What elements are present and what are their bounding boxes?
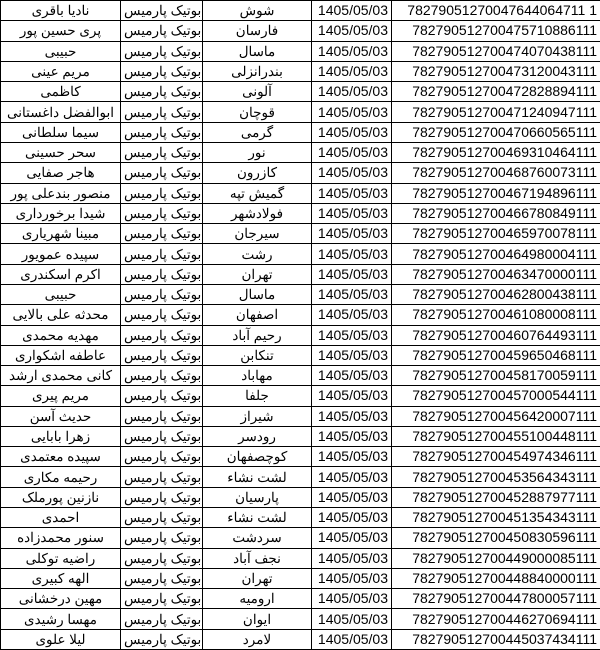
city-cell: تهران [203, 568, 312, 588]
date-cell: 1405/05/03 [312, 447, 392, 467]
tracking-code-cell: 782790512700453564343111 [392, 467, 600, 487]
city-cell: پارسیان [203, 487, 312, 507]
store-name-cell: بوتیک پارمیس [121, 61, 203, 81]
table-row [1, 82, 600, 102]
city-cell: قوچان [203, 102, 312, 122]
recipient-name-cell: حدیث آسن [1, 406, 121, 426]
tracking-code-cell: 782790512700465970078111 [392, 224, 600, 244]
city-cell: سیرجان [203, 224, 312, 244]
recipient-name-cell: مهسا رشیدی [1, 609, 121, 629]
table-row [1, 426, 600, 446]
tracking-code-cell: 782790512700474070438111 [392, 41, 600, 61]
store-name-cell: بوتیک پارمیس [121, 386, 203, 406]
tracking-code-cell: 782790512700462800438111 [392, 284, 600, 304]
table-row [1, 183, 600, 203]
city-cell: سردشت [203, 528, 312, 548]
recipient-name-cell: ابوالفضل داغستانی [1, 102, 121, 122]
recipient-name-cell: سیما سلطانی [1, 122, 121, 142]
table-row [1, 284, 600, 304]
recipient-name-cell: شیدا برخورداری [1, 203, 121, 223]
date-cell: 1405/05/03 [312, 406, 392, 426]
tracking-code-cell: 782790512700459650468111 [392, 345, 600, 365]
recipient-name-cell: رحیمه مکاری [1, 467, 121, 487]
tracking-code-cell: 782790512700464980004111 [392, 244, 600, 264]
city-cell: لشت نشاء [203, 508, 312, 528]
date-cell: 1405/05/03 [312, 61, 392, 81]
date-cell: 1405/05/03 [312, 142, 392, 162]
city-cell: کازرون [203, 163, 312, 183]
city-cell: لشت نشاء [203, 467, 312, 487]
recipient-name-cell: لیلا علوی [1, 629, 121, 649]
city-cell: گمیش تپه [203, 183, 312, 203]
tracking-code-cell: 782790512700463470000111 [392, 264, 600, 284]
store-name-cell: بوتیک پارمیس [121, 41, 203, 61]
city-cell: آلونی [203, 82, 312, 102]
table-row [1, 447, 600, 467]
store-name-cell: بوتیک پارمیس [121, 406, 203, 426]
date-cell: 1405/05/03 [312, 122, 392, 142]
date-cell: 1405/05/03 [312, 609, 392, 629]
tracking-code-cell: 782790512700469310464111 [392, 142, 600, 162]
table-row [1, 264, 600, 284]
store-name-cell: بوتیک پارمیس [121, 366, 203, 386]
tracking-code-cell: 782790512700467194896111 [392, 183, 600, 203]
city-cell: ارومیه [203, 589, 312, 609]
shipment-table-body [1, 1, 600, 650]
tracking-code-cell: 782790512700472828894111 [392, 82, 600, 102]
recipient-name-cell: مهدیه محمدی [1, 325, 121, 345]
table-row [1, 21, 600, 41]
date-cell: 1405/05/03 [312, 426, 392, 446]
city-cell: ایوان [203, 609, 312, 629]
tracking-code-cell: 782790512700450830596111 [392, 528, 600, 548]
recipient-name-cell: سحر حسینی [1, 142, 121, 162]
tracking-code-cell: 782790512700449000085111 [392, 548, 600, 568]
recipient-name-cell: اکرم اسکندری [1, 264, 121, 284]
recipient-name-cell: مهین درخشانی [1, 589, 121, 609]
store-name-cell: بوتیک پارمیس [121, 345, 203, 365]
table-row [1, 345, 600, 365]
table-row [1, 528, 600, 548]
recipient-name-cell: راضیه توکلی [1, 548, 121, 568]
table-row [1, 224, 600, 244]
date-cell: 1405/05/03 [312, 386, 392, 406]
store-name-cell: بوتیک پارمیس [121, 183, 203, 203]
store-name-cell: بوتیک پارمیس [121, 325, 203, 345]
date-cell: 1405/05/03 [312, 629, 392, 649]
city-cell: شوش [203, 1, 312, 21]
recipient-name-cell: کانی محمدی ارشد [1, 366, 121, 386]
date-cell: 1405/05/03 [312, 589, 392, 609]
table-row [1, 548, 600, 568]
recipient-name-cell: هاجر صفایی [1, 163, 121, 183]
date-cell: 1405/05/03 [312, 21, 392, 41]
recipient-name-cell: احمدی [1, 508, 121, 528]
tracking-code-cell: 782790512700457000544111 [392, 386, 600, 406]
recipient-name-cell: سپیده معتمدی [1, 447, 121, 467]
city-cell: کوچصفهان [203, 447, 312, 467]
tracking-code-cell: 782790512700445037434111 [392, 629, 600, 649]
tracking-code-cell: 782790512700468760073111 [392, 163, 600, 183]
recipient-name-cell: کاظمی [1, 82, 121, 102]
store-name-cell: بوتیک پارمیس [121, 284, 203, 304]
table-row [1, 305, 600, 325]
table-row [1, 122, 600, 142]
tracking-code-cell: 782790512700471240947111 [392, 102, 600, 122]
store-name-cell: بوتیک پارمیس [121, 244, 203, 264]
table-row [1, 406, 600, 426]
store-name-cell: بوتیک پارمیس [121, 1, 203, 21]
recipient-name-cell: حبیبی [1, 41, 121, 61]
table-row [1, 568, 600, 588]
tracking-code-cell: 782790512700446270694111 [392, 609, 600, 629]
table-row [1, 41, 600, 61]
store-name-cell: بوتیک پارمیس [121, 102, 203, 122]
date-cell: 1405/05/03 [312, 41, 392, 61]
store-name-cell: بوتیک پارمیس [121, 487, 203, 507]
recipient-name-cell: عاطفه اشکواری [1, 345, 121, 365]
date-cell: 1405/05/03 [312, 325, 392, 345]
tracking-code-cell: 782790512700454974346111 [392, 447, 600, 467]
table-row [1, 609, 600, 629]
date-cell: 1405/05/03 [312, 528, 392, 548]
store-name-cell: بوتیک پارمیس [121, 142, 203, 162]
date-cell: 1405/05/03 [312, 467, 392, 487]
table-row [1, 386, 600, 406]
tracking-code-cell: 782790512700475710886111 [392, 21, 600, 41]
store-name-cell: بوتیک پارمیس [121, 528, 203, 548]
date-cell: 1405/05/03 [312, 183, 392, 203]
recipient-name-cell: زهرا بابایی [1, 426, 121, 446]
recipient-name-cell: نازنین پورملک [1, 487, 121, 507]
store-name-cell: بوتیک پارمیس [121, 568, 203, 588]
date-cell: 1405/05/03 [312, 102, 392, 122]
store-name-cell: بوتیک پارمیس [121, 426, 203, 446]
city-cell: رودسر [203, 426, 312, 446]
recipient-name-cell: محدثه علی بالایی [1, 305, 121, 325]
recipient-name-cell: مبینا شهریاری [1, 224, 121, 244]
city-cell: تنکابن [203, 345, 312, 365]
recipient-name-cell: سپیده عمویور [1, 244, 121, 264]
tracking-code-cell: 782790512700452887977111 [392, 487, 600, 507]
tracking-code-cell: 782790512700460764493111 [392, 325, 600, 345]
city-cell: رشت [203, 244, 312, 264]
table-row [1, 1, 600, 21]
table-row [1, 244, 600, 264]
table-row [1, 102, 600, 122]
tracking-code-cell: 782790512700448840000111 [392, 568, 600, 588]
date-cell: 1405/05/03 [312, 163, 392, 183]
store-name-cell: بوتیک پارمیس [121, 21, 203, 41]
recipient-name-cell: حبیبی [1, 284, 121, 304]
table-row [1, 142, 600, 162]
date-cell: 1405/05/03 [312, 548, 392, 568]
table-row [1, 203, 600, 223]
date-cell: 1405/05/03 [312, 82, 392, 102]
tracking-code-cell: 782790512700451354343111 [392, 508, 600, 528]
date-cell: 1405/05/03 [312, 345, 392, 365]
date-cell: 1405/05/03 [312, 568, 392, 588]
table-row [1, 508, 600, 528]
recipient-name-cell: مریم پیری [1, 386, 121, 406]
tracking-code-cell: 782790512700461080008111 [392, 305, 600, 325]
store-name-cell: بوتیک پارمیس [121, 224, 203, 244]
date-cell: 1405/05/03 [312, 1, 392, 21]
store-name-cell: بوتیک پارمیس [121, 589, 203, 609]
city-cell: نور [203, 142, 312, 162]
store-name-cell: بوتیک پارمیس [121, 629, 203, 649]
date-cell: 1405/05/03 [312, 284, 392, 304]
city-cell: مهاباد [203, 366, 312, 386]
city-cell: لامرد [203, 629, 312, 649]
store-name-cell: بوتیک پارمیس [121, 82, 203, 102]
tracking-code-cell: 782790512700455100448111 [392, 426, 600, 446]
store-name-cell: بوتیک پارمیس [121, 447, 203, 467]
store-name-cell: بوتیک پارمیس [121, 163, 203, 183]
recipient-name-cell: الهه کبیری [1, 568, 121, 588]
table-row [1, 366, 600, 386]
tracking-code-cell: 782790512700447800057111 [392, 589, 600, 609]
tracking-code-cell: 782790512700456420007111 [392, 406, 600, 426]
city-cell: نجف آباد [203, 548, 312, 568]
store-name-cell: بوتیک پارمیس [121, 467, 203, 487]
tracking-code-cell: 78279051270047644064711 1 [392, 1, 600, 21]
table-row [1, 487, 600, 507]
store-name-cell: بوتیک پارمیس [121, 508, 203, 528]
date-cell: 1405/05/03 [312, 224, 392, 244]
table-row [1, 467, 600, 487]
city-cell: رحیم آباد [203, 325, 312, 345]
city-cell: شیراز [203, 406, 312, 426]
city-cell: ماسال [203, 41, 312, 61]
city-cell: ماسال [203, 284, 312, 304]
recipient-name-cell: مریم عینی [1, 61, 121, 81]
store-name-cell: بوتیک پارمیس [121, 548, 203, 568]
date-cell: 1405/05/03 [312, 487, 392, 507]
tracking-code-cell: 782790512700473120043111 [392, 61, 600, 81]
city-cell: تهران [203, 264, 312, 284]
store-name-cell: بوتیک پارمیس [121, 305, 203, 325]
date-cell: 1405/05/03 [312, 264, 392, 284]
date-cell: 1405/05/03 [312, 244, 392, 264]
city-cell: فارسان [203, 21, 312, 41]
recipient-name-cell: سنور محمدزاده [1, 528, 121, 548]
store-name-cell: بوتیک پارمیس [121, 264, 203, 284]
tracking-code-cell: 782790512700466780849111 [392, 203, 600, 223]
date-cell: 1405/05/03 [312, 366, 392, 386]
city-cell: گرمی [203, 122, 312, 142]
date-cell: 1405/05/03 [312, 203, 392, 223]
tracking-code-cell: 782790512700470660565111 [392, 122, 600, 142]
city-cell: بندرانزلی [203, 61, 312, 81]
table-row [1, 589, 600, 609]
city-cell: جلفا [203, 386, 312, 406]
recipient-name-cell: پری حسین پور [1, 21, 121, 41]
table-row [1, 163, 600, 183]
city-cell: فولادشهر [203, 203, 312, 223]
table-row [1, 61, 600, 81]
store-name-cell: بوتیک پارمیس [121, 203, 203, 223]
tracking-code-cell: 782790512700458170059111 [392, 366, 600, 386]
recipient-name-cell: منصور بندعلی پور [1, 183, 121, 203]
store-name-cell: بوتیک پارمیس [121, 122, 203, 142]
date-cell: 1405/05/03 [312, 508, 392, 528]
recipient-name-cell: نادیا باقری [1, 1, 121, 21]
table-row [1, 325, 600, 345]
table-row [1, 629, 600, 649]
city-cell: اصفهان [203, 305, 312, 325]
store-name-cell: بوتیک پارمیس [121, 609, 203, 629]
date-cell: 1405/05/03 [312, 305, 392, 325]
